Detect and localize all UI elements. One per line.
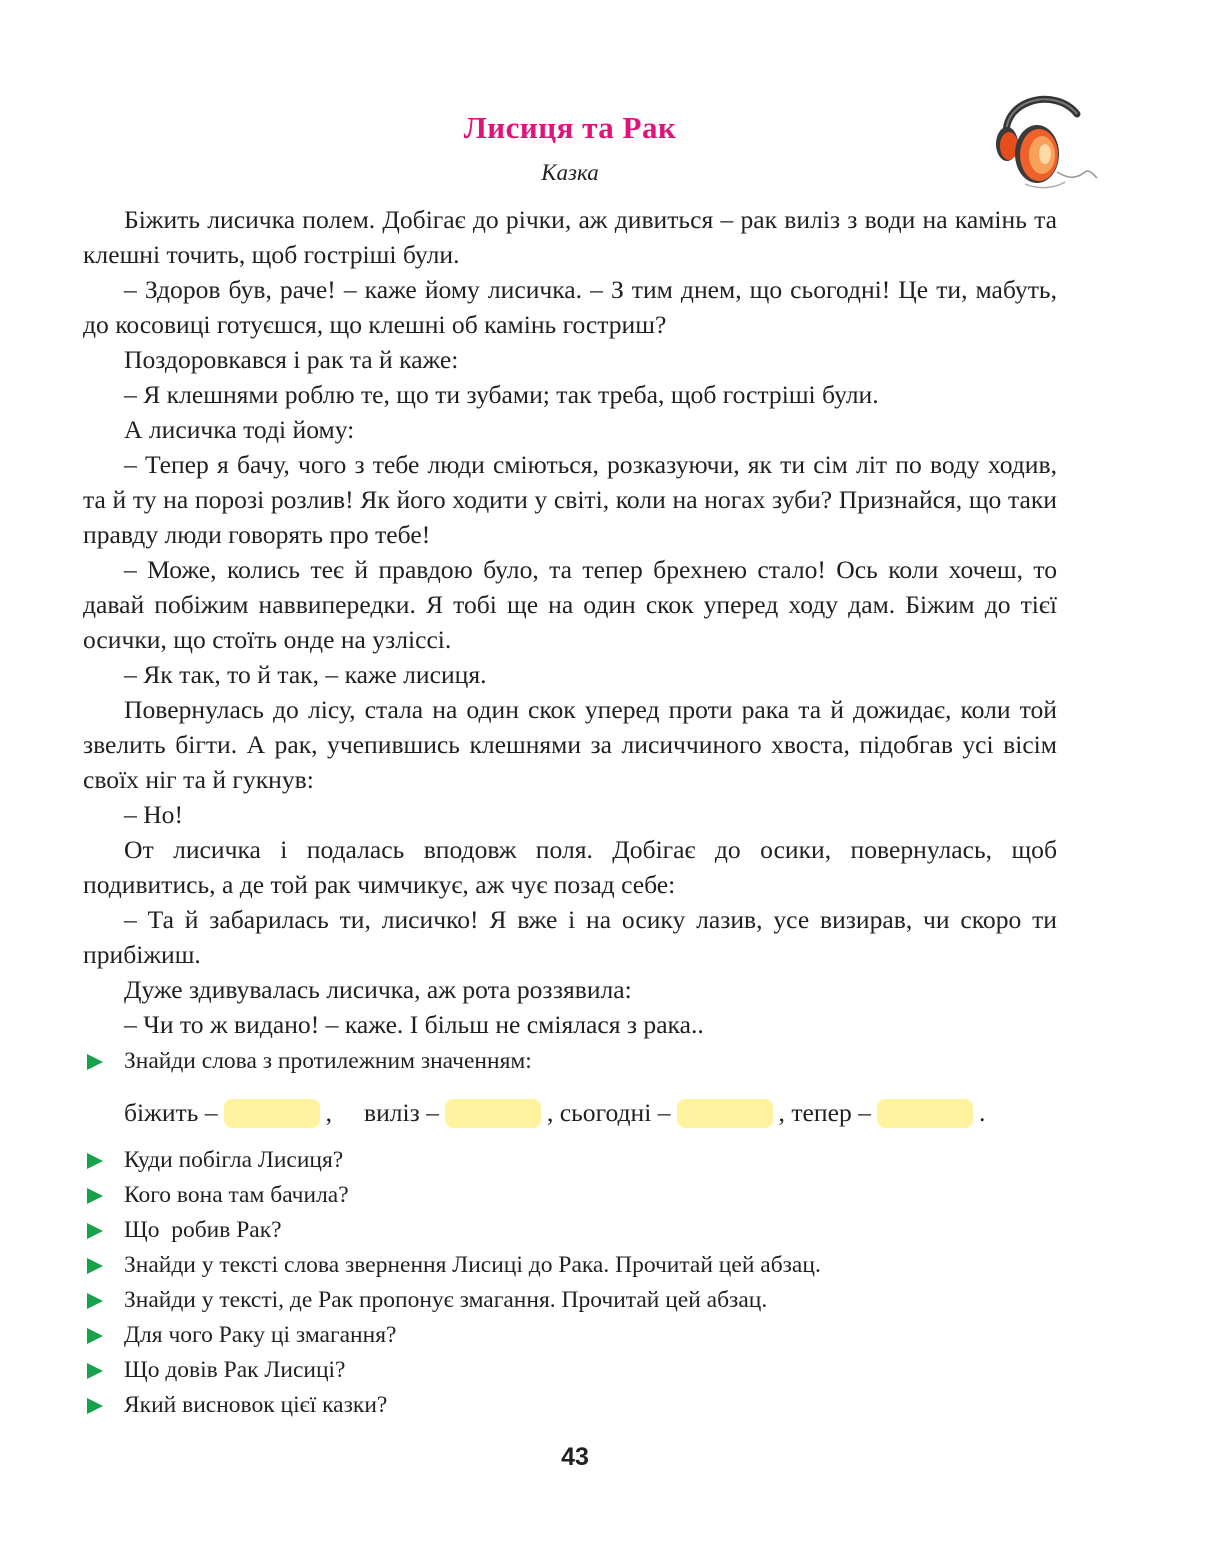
paragraph: Біжить лисичка полем. Добігає до річки, аж дивиться – рак виліз з води на камінь та клешні точить, щоб гостріші були. [83,205,1057,269]
paragraph: – Тепер я бачу, чого з тебе люди сміються, розказуючи, як ти сім літ по воду ходив, та й ту на порозі розлив! Як його ходити у світі, коли на ногах зуби? Признайся, що таки правду люди говорять про тебе! [83,450,1057,549]
task-text: Кого вона там бачила? [124,1182,349,1208]
task-item [83,1283,1083,1318]
task-item [83,1318,1083,1353]
triangle-bullet-icon [87,1363,103,1379]
triangle-bullet-icon [87,1223,103,1239]
task-text: Знайди у тексті, де Рак пропонує змагання. Прочитай цей абзац. [124,1287,768,1313]
answer-blank[interactable] [877,1099,973,1128]
page-title: Лисиця та Рак [463,110,677,145]
task-text: Який висновок цієї казки? [124,1392,388,1418]
task-text: Що робив Рак? [124,1217,282,1243]
paragraph: – Та й забарилась ти, лисичко! Я вже і на осику лазив, усе визирав, чи скоро ти прибіжиш. [83,905,1057,969]
paragraph: От лисичка і подалась вподовж поля. Добігає до осики, повернулась, щоб подивитись, а де той рак чимчикує, аж чує позад себе: [83,835,1057,899]
page-number: 43 [561,1443,589,1471]
blank-separator: , тепер – [778,1098,871,1128]
task-item [83,1044,1083,1079]
task-item [83,1143,1083,1178]
triangle-bullet-icon [87,1153,103,1169]
task-item [83,1388,1083,1423]
antonym-blanks-row [83,1079,1083,1143]
task-item [83,1353,1083,1388]
paragraph: – Як так, то й так, – каже лисиця. [124,660,487,689]
task-text: Знайди у тексті слова звернення Лисиці до Рака. Прочитай цей абзац. [124,1252,821,1278]
genre-subtitle: Казка [541,160,599,185]
task-item [83,1248,1083,1283]
headphones-icon [985,92,1100,192]
answer-blank[interactable] [445,1099,541,1128]
task-text: Куди побігла Лисиця? [124,1147,344,1173]
task-item [83,1178,1083,1213]
paragraph: – Може, колись теє й правдою було, та тепер брехнею стало! Ось коли хочеш, то давай побіжим наввипередки. Я тобі ще на один скок уперед ходу дам. Біжим до тієї осички, що стоїть онде на узліссі. [83,555,1057,654]
triangle-bullet-icon [87,1293,103,1309]
paragraph: Дуже здивувалась лисичка, аж рота роззявила: [124,975,632,1004]
task-text: Для чого Раку ці змагання? [124,1322,397,1348]
task-text: Що довів Рак Лисиці? [124,1357,346,1383]
triangle-bullet-icon [87,1054,103,1070]
blank-separator: , [325,1098,332,1128]
task-item [83,1213,1083,1248]
paragraph: Повернулась до лісу, стала на один скок уперед проти рака та й дожидає, коли той звелить бігти. А рак, учепившись клешнями за лисиччиного хвоста, підобгав усі вісім своїх ніг та й гукнув: [83,695,1057,794]
triangle-bullet-icon [87,1398,103,1414]
paragraph: – Чи то ж видано! – каже. І більш не сміялася з рака.. [124,1010,704,1039]
triangle-bullet-icon [87,1258,103,1274]
paragraph: А лисичка тоді йому: [124,415,355,444]
paragraph: Поздоровкався і рак та й каже: [124,345,459,374]
triangle-bullet-icon [87,1188,103,1204]
blank-separator: . [978,1098,986,1128]
task-list [83,1044,1083,1423]
paragraph: – Здоров був, раче! – каже йому лисичка. – З тим днем, що сьогодні! Це ти, мабуть, до косовиці готуєшся, що клешні об камінь гостриш? [83,275,1057,339]
blank-separator: , сьогодні – [546,1098,671,1128]
blank-word: біжить – [124,1098,218,1128]
paragraph: – Но! [124,800,183,829]
task-text: Знайди слова з протилежним значенням: [124,1048,532,1074]
story-text [83,202,1057,1042]
paragraph: – Я клешнями роблю те, що ти зубами; так треба, щоб гостріші були. [124,380,879,409]
answer-blank[interactable] [677,1099,773,1128]
blank-word: виліз – [363,1098,439,1128]
answer-blank[interactable] [224,1099,320,1128]
triangle-bullet-icon [87,1328,103,1344]
